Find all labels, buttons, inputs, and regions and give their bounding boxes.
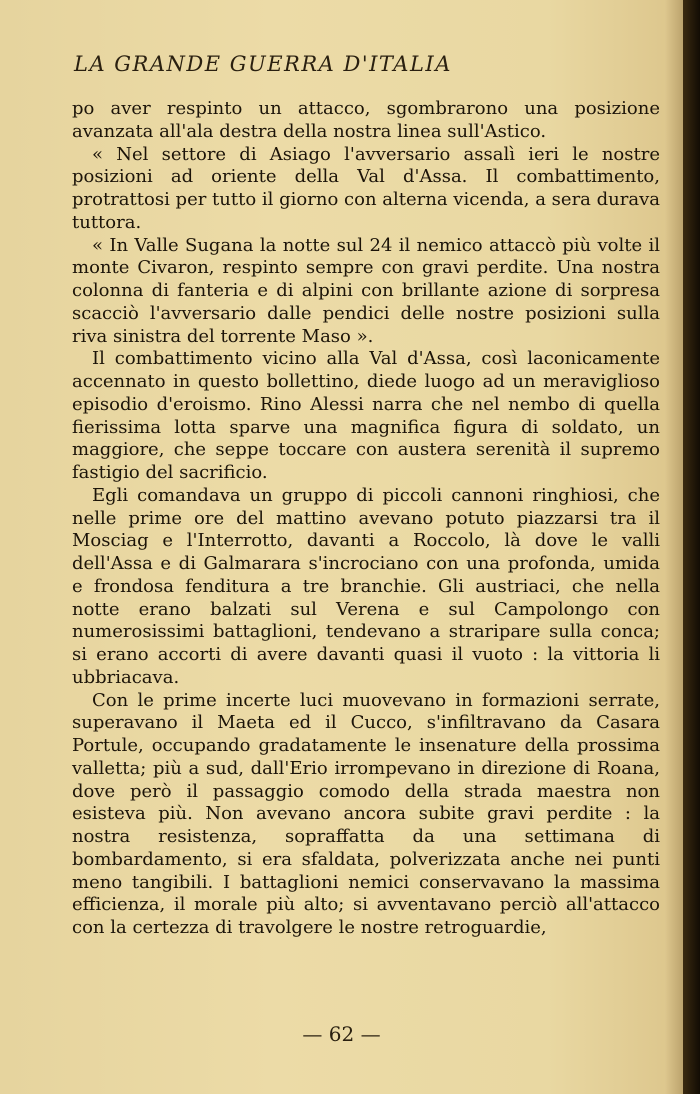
paragraph: po aver respinto un attacco, sgombrarono una posizione avanzata all'ala destra della nostra linea sull'Astico. [72, 98, 660, 142]
paragraph: Con le prime incerte luci muovevano in formazioni serrate, superavano il Maeta ed il Cucco, s'infiltravano da Casara Portule, occupando gradatamente le insenature della prossima valletta; più a sud, dall'Erio irrompevano in direzione di Roana, dove però il passaggio comodo della strada maestra non esisteva più. Non avevano ancora subite gravi perdite : la nostra resistenza, sopraffatta da una settimana di bombardamento, si era sfaldata, polverizzata anche nei punti meno tangibili. I battaglioni nemici conservavano la massima efficienza, il morale più alto; si avventavano perciò all'attacco con la certezza di travolgere le nostre retroguardie, [72, 689, 660, 938]
body-text [72, 98, 660, 940]
page-number: — 62 — [302, 1022, 381, 1046]
paragraph: Egli comandava un gruppo di piccoli cannoni ringhiosi, che nelle prime ore del mattino avevano potuto piazzarsi tra il Mosciag e l'Interrotto, davanti a Roccolo, là dove le valli dell'Assa e di Galmarara s'incrociano con una profonda, umida e frondosa fenditura a tre branchie. Gli austriaci, che nella notte erano balzati sul Verena e sul Campolongo con numerosissimi battaglioni, tendevano a straripare sulla conca; si erano accorti di avere davanti quasi il vuoto : la vittoria li ubbriacava. [72, 484, 660, 688]
book-spine-edge [683, 0, 700, 1094]
paragraph: Il combattimento vicino alla Val d'Assa, così laconicamente accennato in questo bollettino, diede luogo ad un meraviglioso episodio d'eroismo. Rino Alessi narra che nel nembo di quella fierissima lotta sparve una magnifica figura di soldato, un maggiore, che seppe toccare con austera serenità il supremo fastigio del sacrificio. [72, 348, 660, 483]
running-head: LA GRANDE GUERRA D'ITALIA [74, 52, 452, 76]
paragraph: « Nel settore di Asiago l'avversario assalì ieri le nostre posizioni ad oriente della Val d'Assa. Il combattimento, protrattosi per tutto il giorno con alterna vicenda, a sera durava tuttora. [72, 143, 660, 233]
paragraph: « In Valle Sugana la notte sul 24 il nemico attaccò più volte il monte Civaron, respinto sempre con gravi perdite. Una nostra colonna di fanteria e di alpini con brillante azione di sorpresa scacciò l'avversario dalle pendici delle nostre posizioni sulla riva sinistra del torrente Maso ». [72, 234, 660, 347]
